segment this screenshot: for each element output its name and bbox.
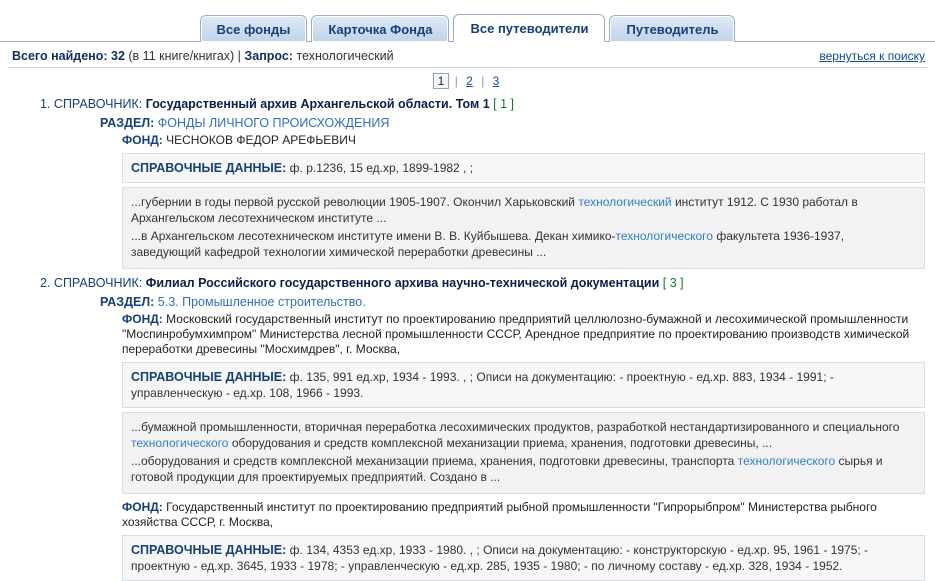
result-body — [10, 293, 925, 581]
result-count[interactable] — [493, 97, 514, 111]
tab-guide[interactable]: Путеводитель — [609, 15, 735, 42]
reference-data-value: ф. 134, 4353 ед.хр, 1933 - 1980. , ; Описи на документацию: - конструкторскую - ед.хр. 95, 1961 - 1975; - проектную - ед.хр. 3645, 1933 - 1978; - управленческую - ед.хр. 285, 1935 - 1980; - по личному составу - ед.хр. 328, 1934 - 1952. — [131, 543, 869, 573]
snippet-line: ...бумажной промышленности, вторичная переработка лесохимических продуктов, разработкой нестандартизированного и специального технологического оборудования и средств комплексной механизации приема, хранения, подготовки древесины, ... — [131, 420, 900, 450]
pager-separator-2: | — [481, 74, 485, 88]
reference-data-value: ф. р.1236, 15 ед.хр, 1899-1982 , ; — [289, 161, 474, 175]
query-value: технологический — [296, 49, 394, 63]
fond-label: ФОНД: — [122, 133, 163, 147]
result-header — [10, 273, 925, 293]
tab-all-guides[interactable]: Все путеводители — [453, 14, 605, 42]
result-entry — [10, 273, 925, 581]
fond-value: Московский государственный институт по проектированию предприятий целлюлозно-бумажной и лесохимической промышленности "Моспинробумхимпром" Министерства лесной промышленности СССР, Арендное предприятие по проектированию производств химической переработки древесины "Мосхимдрев", г. Москва, — [122, 312, 910, 356]
result-title[interactable]: Филиал Российского государственного архива научно-технической документации — [145, 276, 660, 290]
result-kind-label: СПРАВОЧНИК: — [53, 276, 143, 290]
found-label: Всего найдено: — [12, 49, 108, 63]
result-entry — [10, 94, 925, 269]
section-row — [100, 114, 925, 131]
highlight-term: технологического — [131, 436, 229, 450]
page-1[interactable]: 1 — [433, 73, 450, 89]
fond-row — [100, 131, 925, 150]
section-value[interactable]: ФОНДЫ ЛИЧНОГО ПРОИСХОЖДЕНИЯ — [157, 116, 390, 130]
highlight-term: технологический — [578, 195, 672, 209]
result-count-link[interactable]: [ 3 ] — [662, 276, 684, 290]
page-3[interactable]: 3 — [492, 74, 500, 88]
tab-fund-card[interactable]: Карточка Фонда — [311, 15, 449, 42]
section-label: РАЗДЕЛ: — [100, 295, 155, 309]
tab-all-funds[interactable]: Все фонды — [200, 15, 308, 42]
result-header — [10, 94, 925, 114]
pagination — [0, 68, 935, 92]
section-value[interactable]: 5.3. Промышленное строительство. — [157, 295, 366, 309]
found-count: 32 — [111, 49, 125, 63]
result-index: 2. — [40, 276, 51, 290]
fond-value: Государственный институт по проектированию предприятий рыбной промышленности "Гипрорыбпром" Министерства рыбного хозяйства СССР, г. Москва, — [122, 500, 877, 529]
result-body — [10, 114, 925, 269]
result-index: 1. — [40, 97, 51, 111]
result-count[interactable] — [663, 276, 684, 290]
summary-text — [12, 49, 819, 63]
result-count-link[interactable]: [ 1 ] — [493, 97, 515, 111]
snippet-line: ...в Архангельском лесотехническом институте имени В. В. Куйбышева. Декан химико-технологического факультета 1936-1937, заведующий кафедрой технологии химической переработки древесины ... — [131, 229, 845, 259]
reference-data-card — [122, 362, 925, 408]
snippet-line: ...губернии в годы первой русской революции 1905-1907. Окончил Харьковский технологический институт 1912. С 1930 работал в Архангельском лесотехническом институте ... — [131, 195, 858, 225]
snippet-line: ...оборудования и средств комплексной механизации приема, хранения, подготовки древесины, транспорта технологического сырья и готовой продукции для проектируемых предприятий. Создано в ... — [131, 454, 883, 484]
section-label: РАЗДЕЛ: — [100, 116, 155, 130]
found-books: (в 11 книге/книгах) — [128, 49, 235, 63]
fond-row — [100, 498, 925, 532]
result-kind-label: СПРАВОЧНИК: — [53, 97, 143, 111]
snippet-block — [122, 412, 925, 494]
back-to-search-link[interactable]: вернуться к поиску — [819, 49, 925, 63]
query-label: Запрос: — [244, 49, 293, 63]
reference-data-label: СПРАВОЧНЫЕ ДАННЫЕ: — [131, 370, 287, 384]
fond-label: ФОНД: — [122, 500, 163, 514]
fond-value: ЧЕСНОКОВ ФЕДОР АРЕФЬЕВИЧ — [166, 133, 356, 147]
reference-data-card — [122, 535, 925, 581]
fond-label: ФОНД: — [122, 312, 163, 326]
tab-bar — [0, 10, 935, 42]
highlight-term: технологического — [737, 454, 836, 468]
reference-data-label: СПРАВОЧНЫЕ ДАННЫЕ: — [131, 543, 287, 557]
reference-data-label: СПРАВОЧНЫЕ ДАННЫЕ: — [131, 161, 287, 175]
page-root — [0, 10, 935, 573]
section-row — [100, 293, 925, 310]
results-summary — [0, 42, 935, 67]
results-list — [0, 92, 935, 581]
result-title[interactable]: Государственный архив Архангельской области. Том 1 — [145, 97, 490, 111]
snippet-block — [122, 187, 925, 269]
reference-data-value: ф. 135, 991 ед.хр, 1934 - 1993. , ; Описи на документацию: - проектную - ед.хр. 883, 1934 - 1991; - управленческую - ед.хр. 108, 1966 - 1993. — [131, 370, 834, 400]
fond-row — [100, 310, 925, 359]
reference-data-card — [122, 153, 925, 183]
summary-separator: | — [237, 49, 241, 63]
page-2[interactable]: 2 — [466, 74, 473, 88]
pager-separator-1: | — [454, 74, 458, 88]
highlight-term: технологического — [615, 229, 713, 243]
back-to-search[interactable] — [819, 49, 925, 63]
